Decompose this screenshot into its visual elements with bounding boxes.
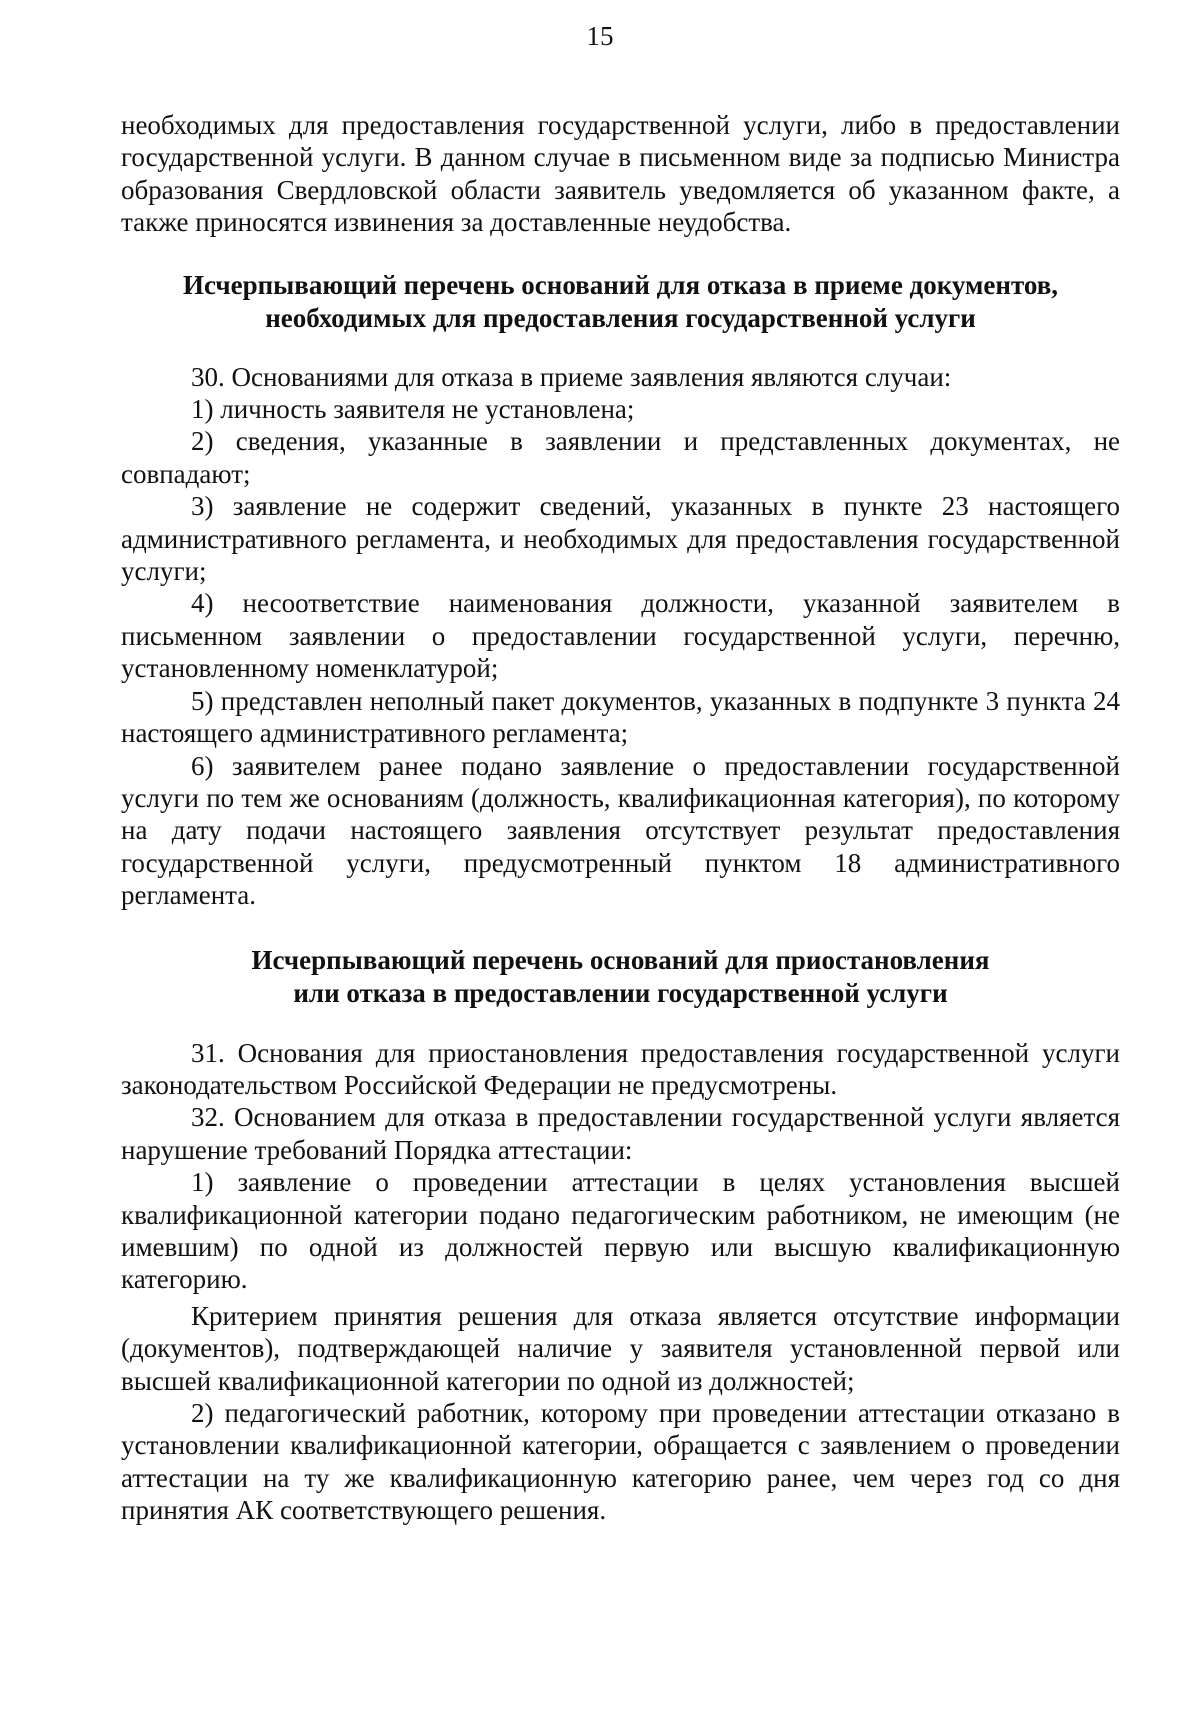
section-heading-line: Исчерпывающий перечень оснований для приостановления [251,944,990,975]
page-number: 15 [586,21,614,51]
list-item-30-4: 4) несоответствие наименования должности, указанной заявителем в письменном заявлении о предоставлении государственной услуги, перечню, установленному номенклатурой; [121,588,1120,684]
list-item-32-1: 1) заявление о проведении аттестации в целях установления высшей квалификационной категории подано педагогическим работником, не имеющим (не имевшим) по одной из должностей первую или высшую квалификационную категорию. [121,1167,1120,1295]
paragraph-32: 32. Основанием для отказа в предоставлении государственной услуги является нарушение требований Порядка аттестации: [121,1102,1120,1165]
section-heading-line: Исчерпывающий перечень оснований для отказа в приеме документов, [182,269,1059,300]
list-item-30-3: 3) заявление не содержит сведений, указанных в пункте 23 настоящего административного регламента, и необходимых для предоставления государственной услуги; [121,491,1120,587]
section-heading-suspension-refusal [121,944,1120,1010]
list-item-30-5: 5) представлен неполный пакет документов, указанных в подпункте 3 пункта 24 настоящего административного регламента; [121,685,1120,749]
list-item-30-1: 1) личность заявителя не установлена; [191,394,635,425]
section-heading-refusal-acceptance [121,269,1120,335]
section-heading-line: или отказа в предоставлении государственной услуги [293,977,948,1008]
section-heading-line: необходимых для предоставления государственной услуги [265,302,976,333]
paragraph-30: 30. Основаниями для отказа в приеме заявления являются случаи: [191,361,952,392]
intro-paragraph: необходимых для предоставления государственной услуги, либо в предоставлении государственной услуги. В данном случае в письменном виде за подписью Министра образования Свердловской области заявитель уведомляется об указанном факте, а также приносятся извинения за доставленные неудобства. [121,110,1120,238]
list-item-30-6: 6) заявителем ранее подано заявление о предоставлении государственной услуги по тем же основаниям (должность, квалификационная категория), по которому на дату подачи настоящего заявления отсутствует результат предоставления государственной услуги, предусмотренный пунктом 18 административного регламента. [121,750,1120,911]
paragraph-31: 31. Основания для приостановления предоставления государственной услуги законодательством Российской Федерации не предусмотрены. [121,1037,1120,1100]
list-item-30-2: 2) сведения, указанные в заявлении и представленных документах, не совпадают; [121,426,1120,489]
criterion-paragraph: Критерием принятия решения для отказа является отсутствие информации (документов), подтверждающей наличие у заявителя установленной первой или высшей квалификационной категории по одной из должностей; [121,1300,1120,1396]
list-item-32-2: 2) педагогический работник, которому при проведении аттестации отказано в установлении квалификационной категории, обращается с заявлением о проведении аттестации на ту же квалификационную категорию ранее, чем через год со дня принятия АК соответствующего решения. [121,1398,1120,1526]
page-content [121,109,1120,1527]
